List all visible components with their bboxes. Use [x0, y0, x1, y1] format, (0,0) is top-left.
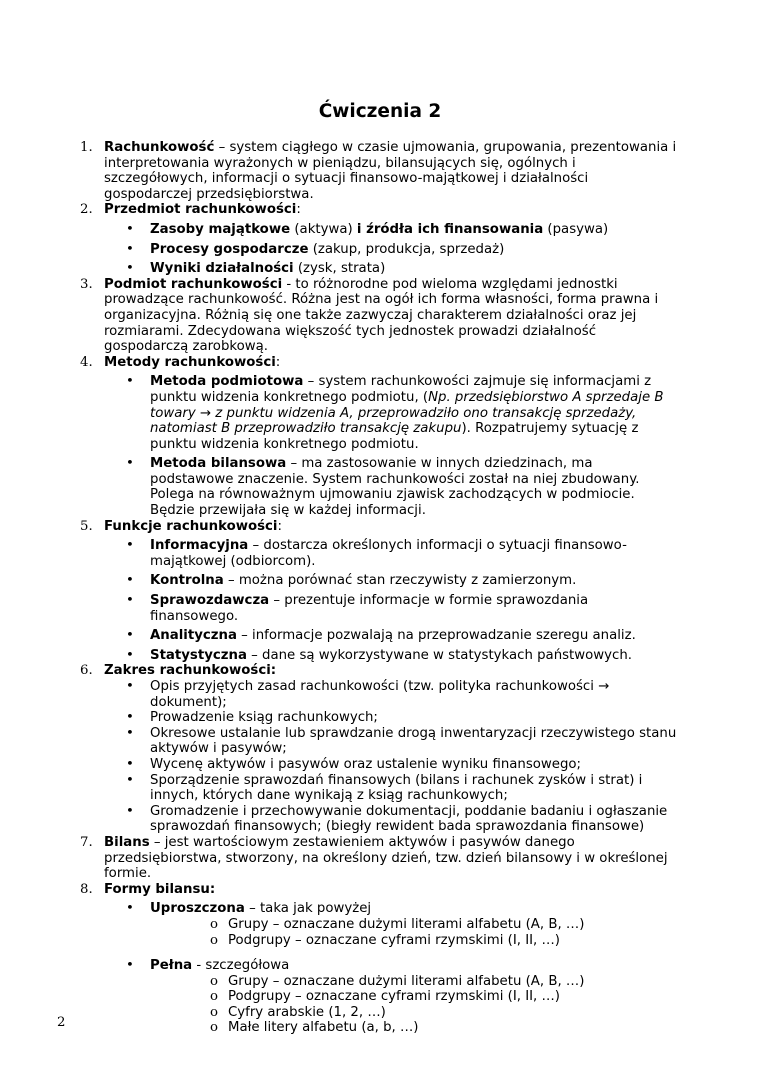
bullet-list	[104, 222, 680, 277]
bullet-text: – ma zastosowanie w innych dziedzinach, ma podstawowe znaczenie. System rachunkowości został na niej zbudowany. Polega na równoważnym ujmowaniu zjawisk zachodzących w podmiocie. Będzie przewijała się w każdej informacji.	[150, 456, 640, 519]
bullet-icon: •	[126, 261, 134, 277]
main-list	[80, 140, 680, 1036]
circle-bullet-icon: o	[210, 1020, 219, 1036]
bullet-text: Wycenę aktywów i pasywów oraz ustalenie wyniku finansowego;	[150, 756, 582, 772]
bullet-text: – prezentuje informacje w formie sprawozdania finansowego.	[150, 593, 589, 624]
bullet-item	[104, 456, 680, 518]
page-number: 2	[57, 1015, 66, 1030]
sub-text: Grupy – oznaczane dużymi literami alfabetu (A, B, …)	[228, 916, 585, 932]
bullet-icon: •	[126, 710, 134, 726]
sub-text: Małe litery alfabetu (a, b, …)	[228, 1020, 419, 1036]
bullet-list	[104, 538, 680, 663]
bullet-text: Prowadzenie ksiąg rachunkowych;	[150, 710, 378, 726]
bullet-icon: •	[126, 756, 134, 772]
list-item-2	[80, 202, 680, 276]
list-item-5	[80, 519, 680, 664]
bullet-icon: •	[126, 374, 134, 390]
bullet-label: Informacyjna	[150, 538, 249, 554]
sub-text: Podgrupy – oznaczane cyframi rzymskimi (I, II, …)	[228, 989, 560, 1005]
circle-bullet-icon: o	[210, 1004, 219, 1020]
bullet-label: Metoda bilansowa	[150, 456, 287, 472]
bullet-icon: •	[126, 772, 134, 788]
bullet-icon: •	[126, 456, 134, 472]
bullet-icon: •	[126, 538, 134, 554]
list-item-4	[80, 355, 680, 519]
sub-text: Cyfry arabskie (1, 2, …)	[228, 1004, 386, 1020]
bullet-item	[104, 538, 680, 569]
bullet-label: Kontrolna	[150, 573, 224, 589]
bullet-item	[104, 648, 680, 664]
bullet-list	[104, 901, 680, 1036]
bullet-icon: •	[126, 901, 134, 917]
bullet-item	[104, 804, 680, 835]
list-item-3	[80, 277, 680, 355]
circle-bullet-icon: o	[210, 989, 219, 1005]
bullet-text: Opis przyjętych zasad rachunkowości (tzw. polityka rachunkowości → dokument);	[150, 679, 610, 710]
item-label: Bilans	[104, 834, 150, 850]
bullet-item	[104, 901, 680, 948]
item-text: :	[275, 354, 281, 370]
bullet-text: – dostarcza określonych informacji o sytuacji finansowo-majątkowej (odbiorcom).	[150, 538, 627, 569]
bullet-icon: •	[126, 725, 134, 741]
item-label: Metody rachunkowości	[104, 354, 276, 370]
bullet-label: Pełna	[150, 958, 193, 974]
bullet-item	[104, 726, 680, 757]
item-label: Przedmiot rachunkowości	[104, 202, 297, 218]
sub-text: Grupy – oznaczane dużymi literami alfabetu (A, B, …)	[228, 973, 585, 989]
bullet-text-2: (pasywa)	[543, 221, 609, 237]
bullet-text-2: ). Rozpatrujemy sytuację z punktu widzenia konkretnego podmiotu.	[150, 421, 639, 452]
bullet-text: (aktywa)	[290, 221, 357, 237]
bullet-item	[104, 757, 680, 773]
bullet-label: Procesy gospodarcze	[150, 241, 309, 257]
bullet-item	[104, 242, 680, 258]
bullet-text: Sporządzenie sprawozdań finansowych (bilans i rachunek zysków i strat) i innych, których dane wynikają z ksiąg rachunkowych;	[150, 772, 643, 804]
bullet-label-2: i źródła ich finansowania	[356, 221, 544, 237]
bullet-label: Metoda podmiotowa	[150, 374, 304, 390]
item-number: 3.	[80, 276, 93, 292]
bullet-icon: •	[126, 573, 134, 589]
sub-list	[150, 917, 680, 948]
bullet-item	[104, 374, 680, 452]
bullet-text: – informacje pozwalają na przeprowadzanie szeregu analiz.	[236, 628, 636, 644]
bullet-icon: •	[126, 803, 134, 819]
circle-bullet-icon: o	[210, 973, 219, 989]
bullet-text: – system rachunkowości zajmuje się informacjami z punktu widzenia konkretnego podmiotu, (	[150, 374, 652, 405]
list-item-6	[80, 663, 680, 835]
bullet-text: - szczegółowa	[192, 958, 290, 974]
bullet-label: Sprawozdawcza	[150, 593, 270, 609]
item-text: – system ciągłego w czasie ujmowania, grupowania, prezentowania i interpretowania wyrażonych w pieniądzu, bilansujących się, ogólnych i szczegółowych, informacji o sytuacji finansowo-majątkowej i działalności gospodarczej przedsiębiorstwa.	[104, 140, 677, 202]
item-text: – jest wartościowym zestawieniem aktywów i pasywów danego przedsiębiorstwa, stworzony, na określony dzień, tzw. dzień bilansowy i w określonej formie.	[104, 834, 668, 882]
sub-item	[150, 989, 680, 1005]
item-label: Formy bilansu:	[104, 881, 216, 897]
sub-item	[150, 1020, 680, 1036]
bullet-icon: •	[126, 628, 134, 644]
item-number: 1.	[80, 140, 93, 155]
bullet-icon: •	[126, 647, 134, 663]
bullet-text: Okresowe ustalanie lub sprawdzanie drogą inwentaryzacji rzeczywistego stanu aktywów i pasywów;	[150, 725, 677, 757]
bullet-icon: •	[126, 593, 134, 609]
bullet-icon: •	[126, 241, 134, 257]
sub-item	[150, 974, 680, 990]
item-number: 2.	[80, 202, 93, 218]
bullet-text: – taka jak powyżej	[244, 901, 372, 917]
bullet-text: Gromadzenie i przechowywanie dokumentacji, poddanie badaniu i ogłaszanie sprawozdań finansowych; (biegły rewident bada sprawozdania finansowe)	[150, 803, 668, 835]
bullet-text: (zysk, strata)	[293, 261, 386, 277]
item-number: 6.	[80, 663, 93, 679]
bullet-item	[104, 773, 680, 804]
bullet-label: Uproszczona	[150, 901, 245, 917]
bullet-item	[104, 679, 680, 710]
sub-item	[150, 933, 680, 949]
bullet-example: Np. przedsiębiorstwo A sprzedaje B towary → z punktu widzenia A, przeprowadziło ono transakcję sprzedaży, natomiast B przeprowadziło transakcję zakupu	[150, 389, 664, 437]
item-number: 4.	[80, 354, 93, 370]
bullet-item	[104, 593, 680, 624]
bullet-item	[104, 573, 680, 589]
bullet-icon: •	[126, 679, 134, 694]
item-label: Podmiot rachunkowości	[104, 276, 283, 292]
circle-bullet-icon: o	[210, 916, 219, 932]
bullet-list	[104, 679, 680, 835]
sub-list	[150, 974, 680, 1036]
bullet-item	[104, 628, 680, 644]
item-number: 5.	[80, 518, 93, 534]
bullet-icon: •	[126, 958, 134, 974]
list-item-7	[80, 835, 680, 882]
bullet-label: Statystyczna	[150, 647, 247, 663]
document-body	[80, 140, 680, 1036]
bullet-text: – można porównać stan rzeczywisty z zamierzonym.	[223, 573, 577, 589]
list-item-1	[80, 140, 680, 202]
bullet-list	[104, 374, 680, 518]
item-text: :	[296, 202, 301, 218]
bullet-label: Zasoby majątkowe	[150, 221, 291, 237]
bullet-item	[104, 958, 680, 1036]
bullet-item	[104, 222, 680, 238]
item-text: :	[277, 518, 282, 534]
sub-text: Podgrupy – oznaczane cyframi rzymskimi (I, II, …)	[228, 932, 560, 948]
bullet-icon: •	[126, 221, 134, 237]
sub-item	[150, 1005, 680, 1021]
item-label: Zakres rachunkowości:	[104, 663, 277, 679]
bullet-text: (zakup, produkcja, sprzedaż)	[308, 241, 505, 257]
item-text: - to różnorodne pod wieloma względami jednostki prowadzące rachunkowość. Różna jest na ogół ich forma własności, forma prawna i organizacyjna. Różnią się one także zazwyczaj charakterem działalności oraz jej rozmiarami. Zdecydowana większość tych jednostek prowadzi działalność gospodarczą zarobkową.	[104, 276, 659, 355]
bullet-item	[104, 261, 680, 277]
item-label: Funkcje rachunkowości	[104, 518, 278, 534]
bullet-label: Wyniki działalności	[150, 261, 294, 277]
bullet-label: Analityczna	[150, 628, 237, 644]
sub-item	[150, 917, 680, 933]
bullet-item	[104, 710, 680, 726]
item-number: 7.	[80, 834, 93, 850]
item-label: Rachunkowość	[104, 140, 215, 155]
item-number: 8.	[80, 881, 93, 897]
bullet-text: – dane są wykorzystywane w statystykach państwowych.	[246, 647, 632, 663]
page-title: Ćwiczenia 2	[318, 101, 442, 122]
circle-bullet-icon: o	[210, 932, 219, 948]
list-item-8	[80, 882, 680, 1036]
